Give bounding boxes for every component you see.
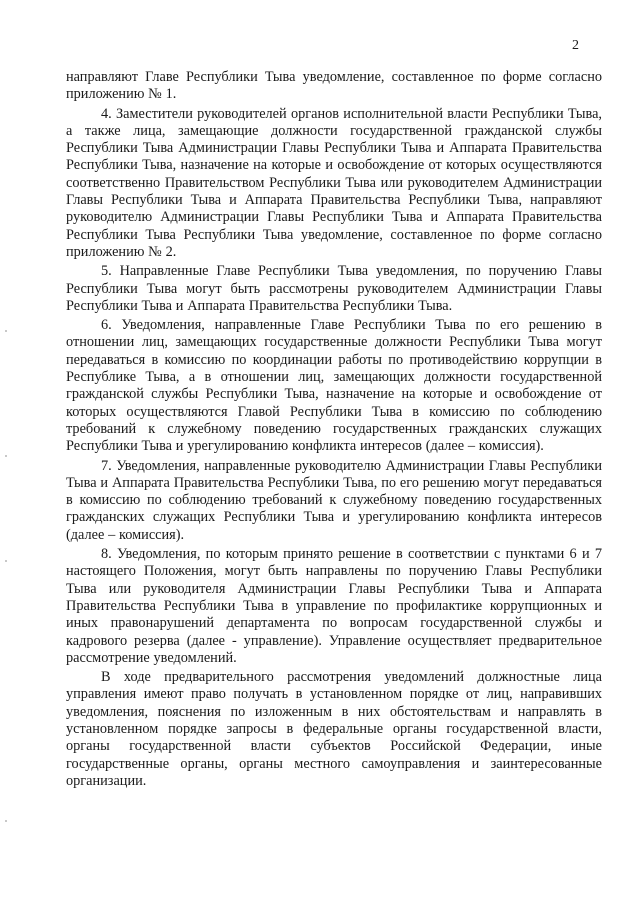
- scan-speck: [5, 455, 7, 457]
- paragraph-item-4: 4. Заместители руководителей органов исполнительной власти Республики Тыва, а также лица, замещающие должности государственной гражданской службы Республики Тыва Администрации Главы Республики Тыва и Аппарата Правительства Республики Тыва, назначение на которые и освобождение от которых осуществляются соответственно Правительством Республики Тыва или руководителем Администрации Главы Республики Тыва и Аппарата Правительства Республики Тыва, направляют руководителю Администрации Главы Республики Тыва и Аппарата Правительства Республики Тыва Республики Тыва уведомление, составленное по форме согласно приложению № 2.: [66, 105, 602, 260]
- paragraph-item-7: 7. Уведомления, направленные руководителю Администрации Главы Республики Тыва и Аппарата Правительства Республики Тыва, по его решению могут передаваться в комиссию по соблюдению требований к служебному поведению государственных гражданских служащих Республики Тыва и урегулированию конфликта интересов (далее – комиссия).: [66, 457, 602, 543]
- scan-speck: [5, 560, 7, 562]
- scan-speck: [5, 820, 7, 822]
- scan-speck: [5, 330, 7, 332]
- paragraph-item-6: 6. Уведомления, направленные Главе Республики Тыва по его решению в отношении лиц, замещающих государственные должности Республики Тыва могут передаваться в комиссию по координации работы по противодействию коррупции в Республике Тыва, а в отношении лиц, замещающих должности государственной гражданской службы Республики Тыва, назначение на которые и освобождение от которых осуществляются Главой Республики Тыва в комиссию по соблюдению требований к служебному поведению государственных гражданских служащих Республики Тыва и урегулированию конфликта интересов (далее – комиссия).: [66, 317, 602, 455]
- page-number: 2: [572, 38, 579, 53]
- paragraph-item-8: 8. Уведомления, по которым принято решение в соответствии с пунктами 6 и 7 настоящего Положения, могут быть направлены по поручению Главы Республики Тыва или руководителя Администрации Главы Республики Тыва и Аппарата Правительства Республики Тыва в управление по профилактике коррупционных и иных правонарушений департамента по вопросам государственной службы и кадрового резерва (далее - управление). Управление осуществляет предварительное рассмотрение уведомлений.: [66, 546, 602, 666]
- paragraph-continuation: направляют Главе Республики Тыва уведомление, составленное по форме согласно приложению № 1.: [66, 69, 602, 103]
- paragraph-preliminary-review: В ходе предварительного рассмотрения уведомлений должностные лица управления имеют право получать в установленном порядке от лиц, направивших уведомления, пояснения по изложенным в них обстоятельствам и направлять в установленном порядке запросы в федеральные органы государственной власти, органы государственной власти субъектов Российской Федерации, иные государственные органы, органы местного самоуправления и заинтересованные организации.: [66, 669, 602, 789]
- paragraph-item-5: 5. Направленные Главе Республики Тыва уведомления, по поручению Главы Республики Тыва могут быть рассмотрены руководителем Администрации Главы Республики Тыва и Аппарата Правительства Республики Тыва.: [66, 263, 602, 314]
- document-body: [66, 69, 602, 792]
